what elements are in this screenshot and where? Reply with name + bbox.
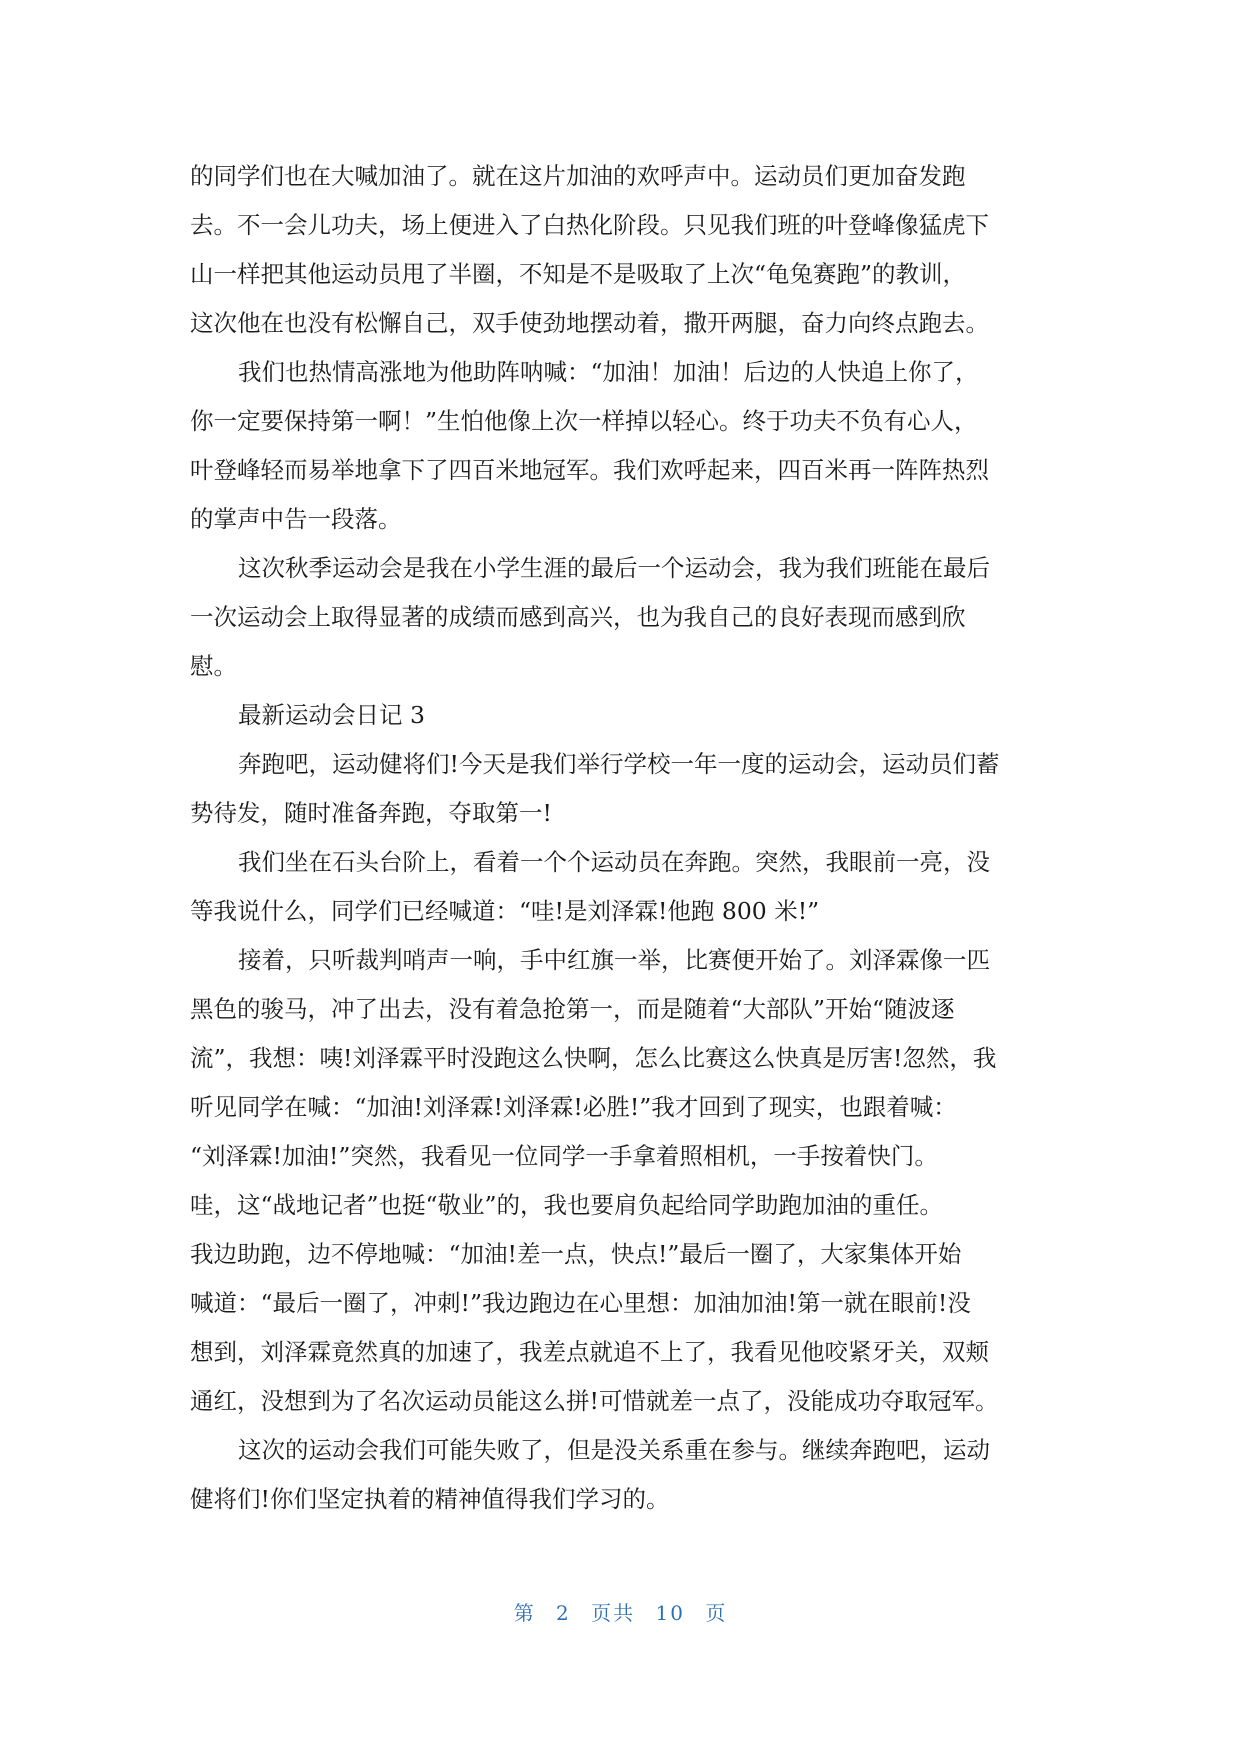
text-line: 我们坐在石头台阶上，看着一个个运动员在奔跑。突然，我眼前一亮，没 [238,848,990,876]
footer-total-pages: 10 [655,1601,685,1625]
text-line: 通红，没想到为了名次运动员能这么拼!可惜就差一点了，没能成功夺取冠军。 [190,1387,999,1415]
footer-middle: 页共 [591,1601,636,1625]
text-line: 等我说什么，同学们已经喊道：“哇!是刘泽霖!他跑 800 米!” [190,897,820,925]
text-line: 这次秋季运动会是我在小学生涯的最后一个运动会，我为我们班能在最后 [238,554,990,582]
text-line: 奔跑吧，运动健将们!今天是我们举行学校一年一度的运动会，运动员们蓄 [238,750,1000,778]
text-line: 黑色的骏马，冲了出去，没有着急抢第一，而是随着“大部队”开始“随波逐 [190,995,955,1023]
text-line: 喊道：“最后一圈了，冲刺!”我边跑边在心里想：加油加油!第一就在眼前!没 [190,1289,971,1317]
footer-current-page: 2 [556,1601,571,1625]
text-line: 这次的运动会我们可能失败了，但是没关系重在参与。继续奔跑吧，运动 [238,1436,990,1464]
text-line: 一次运动会上取得显著的成绩而感到高兴，也为我自己的良好表现而感到欣 [190,603,966,631]
text-line: 我们也热情高涨地为他助阵呐喊：“加油！加油！后边的人快追上你了， [238,358,979,386]
text-line: 流”，我想：咦!刘泽霖平时没跑这么快啊，怎么比赛这么快真是厉害!忽然，我 [190,1044,997,1072]
document-body [190,152,1056,1524]
text-line: 接着，只听裁判哨声一响，手中红旗一举，比赛便开始了。刘泽霖像一匹 [238,946,990,974]
text-line: 叶登峰轻而易举地拿下了四百米地冠军。我们欢呼起来，四百米再一阵阵热烈 [190,456,989,484]
text-line: 的同学们也在大喊加油了。就在这片加油的欢呼声中。运动员们更加奋发跑 [190,162,966,190]
text-line: 听见同学在喊：“加油!刘泽霖!刘泽霖!必胜!”我才回到了现实，也跟着喊： [190,1093,957,1121]
footer-suffix: 页 [705,1601,728,1625]
text-line: 的掌声中告一段落。 [190,505,402,533]
footer-prefix: 第 [513,1601,536,1625]
text-line: 慰。 [190,652,237,680]
text-line: 山一样把其他运动员甩了半圈，不知是不是吸取了上次“龟兔赛跑”的教训， [190,260,967,288]
text-line: 我边助跑，边不停地喊：“加油!差一点，快点!”最后一圈了，大家集体开始 [190,1240,962,1268]
text-line: 最新运动会日记 3 [238,701,425,729]
page-footer [0,1597,1241,1626]
text-line: 健将们!你们坚定执着的精神值得我们学习的。 [190,1485,670,1513]
text-line: 势待发，随时准备奔跑，夺取第一! [190,799,552,827]
text-line: 想到，刘泽霖竟然真的加速了，我差点就追不上了，我看见他咬紧牙关，双颊 [190,1338,989,1366]
text-line: 你一定要保持第一啊！”生怕他像上次一样掉以轻心。终于功夫不负有心人， [190,407,978,435]
text-line: 这次他在也没有松懈自己，双手使劲地摆动着，撒开两腿，奋力向终点跑去。 [190,309,989,337]
text-line: “刘泽霖!加油!”突然，我看见一位同学一手拿着照相机，一手按着快门。 [190,1142,938,1170]
text-line: 去。不一会儿功夫，场上便进入了白热化阶段。只见我们班的叶登峰像猛虎下 [190,211,989,239]
text-line: 哇，这“战地记者”也挺“敬业”的，我也要肩负起给同学助跑加油的重任。 [190,1191,944,1219]
